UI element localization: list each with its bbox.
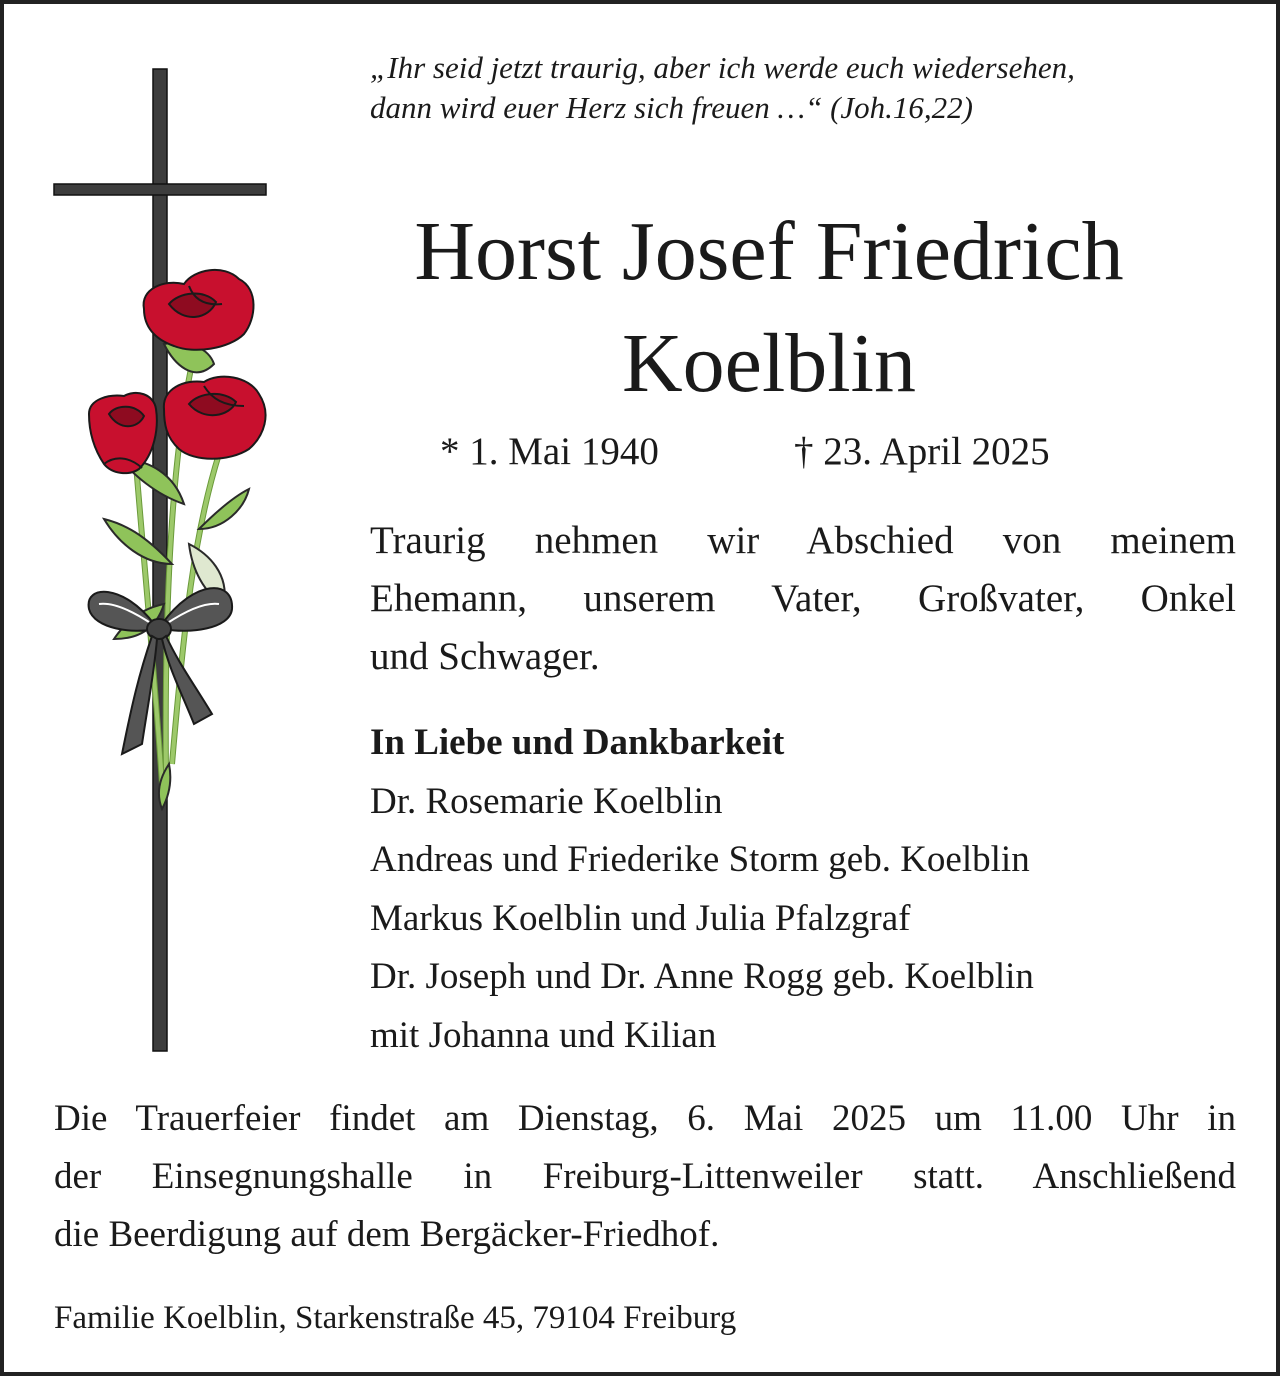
ceremony-line: Die Trauerfeier findet am Dienstag, 6. Mai 2025 um 11.00 Uhr in xyxy=(54,1098,1236,1139)
birth-date: * 1. Mai 1940 xyxy=(440,430,659,473)
farewell-line: und Schwager. xyxy=(370,635,600,678)
deceased-name xyxy=(304,196,1234,420)
roses-icon xyxy=(89,270,266,473)
farewell-text xyxy=(370,512,1236,686)
quote-line: „Ihr seid jetzt traurig, aber ich werde euch wiedersehen, xyxy=(370,50,1075,85)
mourner-name: Dr. Rosemarie Koelblin xyxy=(370,780,723,822)
mourner-name: Dr. Joseph und Dr. Anne Rogg geb. Koelblin xyxy=(370,956,1034,997)
farewell-line: Traurig nehmen wir Abschied von meinem xyxy=(370,519,1236,562)
farewell-line: Ehemann, unserem Vater, Großvater, Onkel xyxy=(370,577,1236,620)
cross-with-roses-illustration xyxy=(44,64,284,1054)
ceremony-line: die Beerdigung auf dem Bergäcker-Friedhof. xyxy=(54,1214,720,1255)
name-line-1: Horst Josef Friedrich xyxy=(414,205,1124,298)
quote-line: dann wird euer Herz sich freuen …“ (Joh.16,22) xyxy=(370,90,974,125)
family-address: Familie Koelblin, Starkenstraße 45, 79104 Freiburg xyxy=(54,1300,737,1336)
mourners-list xyxy=(370,714,1250,1065)
name-line-2: Koelblin xyxy=(622,317,916,410)
ceremony-line: der Einsegnungshalle in Freiburg-Littenweiler statt. Anschließend xyxy=(54,1156,1236,1197)
mourner-name: Andreas und Friederike Storm geb. Koelblin xyxy=(370,839,1030,880)
mourners-heading: In Liebe und Dankbarkeit xyxy=(370,722,785,763)
death-date: † 23. April 2025 xyxy=(794,430,1050,473)
bible-quote xyxy=(370,48,1250,128)
mourner-name: mit Johanna und Kilian xyxy=(370,1014,717,1056)
funeral-ceremony-info xyxy=(54,1090,1236,1264)
mourner-name: Markus Koelblin und Julia Pfalzgraf xyxy=(370,897,911,939)
